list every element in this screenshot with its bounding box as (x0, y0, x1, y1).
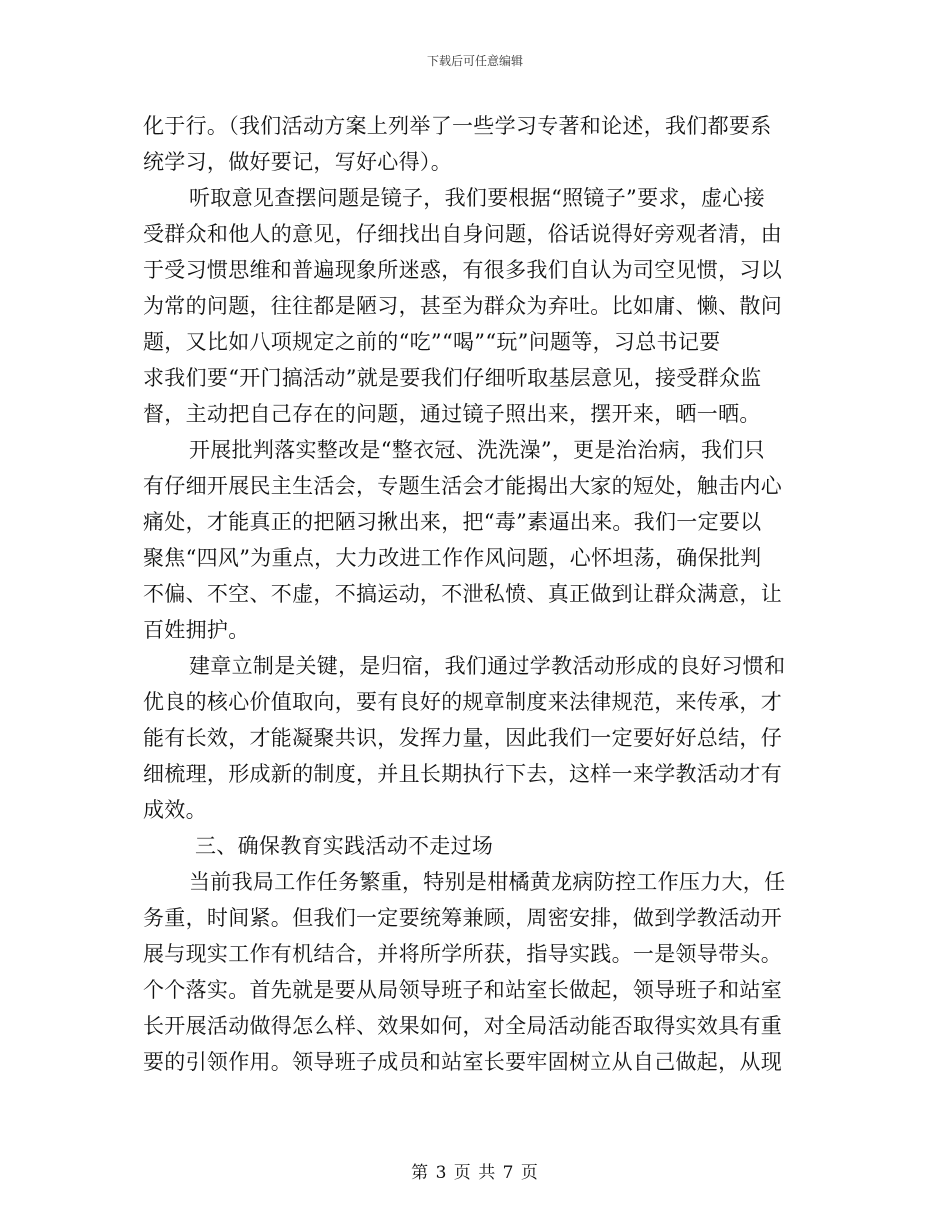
text-line: 不偏、不空、不虚，不搞运动，不泄私愤、真正做到让群众满意，让 (143, 582, 782, 606)
text-line: 展与现实工作有机结合，并将所学所获，指导实践。一是领导带头。 (143, 942, 782, 966)
text-line: 题，又比如八项规定之前的“吃”“喝”“玩”问题等，习总书记要 (143, 330, 721, 354)
text-line: 于受习惯思维和普遍现象所迷惑，有很多我们自认为司空见惯，习以 (143, 258, 782, 282)
text-line: 成效。 (143, 798, 207, 822)
text-line: 长开展活动做得怎么样、效果如何，对全局活动能否取得实效具有重 (143, 1014, 782, 1038)
text-line: 能有长效，才能凝聚共识，发挥力量，因此我们一定要好好总结，仔 (143, 726, 782, 750)
text-line: 有仔细开展民主生活会，专题生活会才能揭出大家的短处，触击内心 (143, 474, 782, 498)
paragraph-start-line: 开展批判落实整改是“整衣冠、洗洗澡”，更是治治病，我们只 (189, 438, 765, 462)
text-line: 求我们要“开门搞活动”就是要我们仔细听取基层意见，接受群众监 (143, 366, 762, 390)
text-line: 化于行。（我们活动方案上列举了一些学习专著和论述，我们都要系 (143, 114, 772, 138)
text-line: 优良的核心价值取向，要有良好的规章制度来法律规范，来传承，才 (143, 690, 782, 714)
text-line: 要的引领作用。领导班子成员和站室长要牢固树立从自己做起，从现 (143, 1050, 782, 1074)
text-line: 务重，时间紧。但我们一定要统筹兼顾，周密安排，做到学教活动开 (143, 906, 782, 930)
paragraph-start-line: 当前我局工作任务繁重，特别是柑橘黄龙病防控工作压力大，任 (189, 870, 786, 894)
text-line: 受群众和他人的意见，仔细找出自身问题，俗话说得好旁观者清，由 (143, 222, 782, 246)
text-line: 百姓拥护。 (143, 618, 250, 642)
page-number-footer: 第 3 页 共 7 页 (411, 1163, 539, 1183)
text-line: 痛处，才能真正的把陋习揪出来，把“毒”素逼出来。我们一定要以 (143, 510, 762, 534)
text-line: 统学习，做好要记，写好心得）。 (143, 150, 452, 174)
text-line: 聚焦“四风”为重点，大力改进工作作风问题，心怀坦荡，确保批判 (143, 546, 762, 570)
section-heading: 三、确保教育实践活动不走过场 (195, 834, 494, 858)
document-body (143, 108, 798, 1080)
text-line: 为常的问题，往往都是陋习，甚至为群众为弃吐。比如庸、懒、散问 (143, 294, 782, 318)
paragraph-start-line: 听取意见查摆问题是镜子，我们要根据“照镜子”要求，虚心接 (189, 186, 765, 210)
text-line: 个个落实。首先就是要从局领导班子和站室长做起，领导班子和站室 (143, 978, 782, 1002)
paragraph-start-line: 建章立制是关键，是归宿，我们通过学教活动形成的良好习惯和 (189, 654, 786, 678)
text-line: 督，主动把自己存在的问题，通过镜子照出来，摆开来，晒一晒。 (143, 402, 761, 426)
text-line: 细梳理，形成新的制度，并且长期执行下去，这样一来学教活动才有 (143, 762, 782, 786)
page-header: 下载后可任意编辑 (426, 54, 523, 68)
